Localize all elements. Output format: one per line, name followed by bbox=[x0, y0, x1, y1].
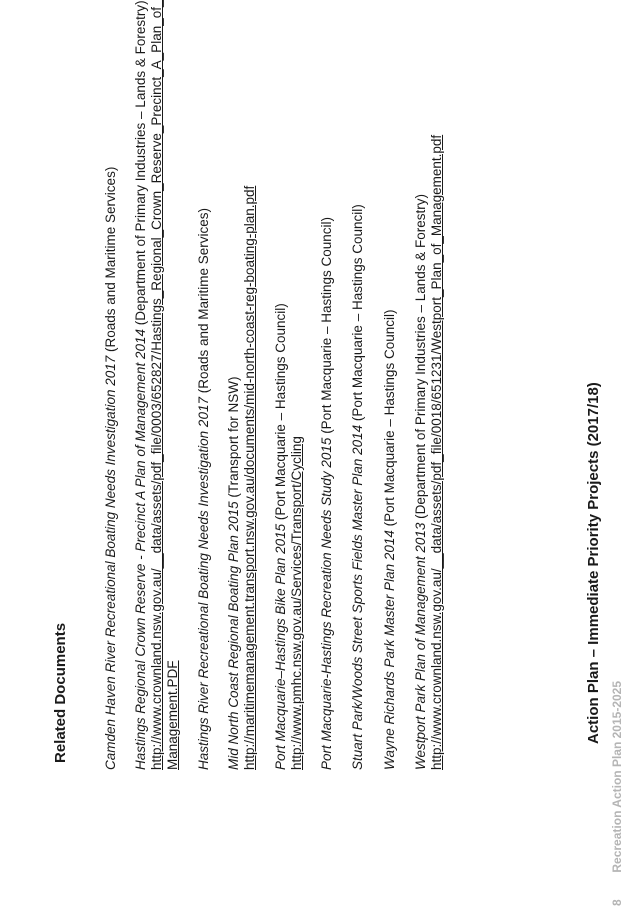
document-title: Port Macquarie-Hastings Recreation Needs Study 2015 bbox=[319, 437, 334, 770]
document-source: (Transport for NSW) bbox=[226, 376, 241, 502]
document-title: Westport Park Plan of Management 2013 bbox=[413, 522, 428, 770]
document-source: (Port Macquarie – Hastings Council) bbox=[273, 303, 288, 524]
document-link[interactable]: http://www.crownland.nsw.gov.au/__data/assets/pdf_file/0003/652827/Hastings_Regional_Crown_Reserve_Precinct_A_Plan_of_ bbox=[149, 0, 164, 770]
document-source: (Roads and Maritime Services) bbox=[103, 166, 118, 356]
document-title: Hastings Regional Crown Reserve - Precinct A Plan of Management 2014 bbox=[133, 329, 148, 770]
document-link-continued[interactable]: Management.PDF bbox=[165, 660, 180, 770]
document-entry-wayne-richards-park bbox=[381, 310, 399, 770]
page-number: 8 bbox=[610, 899, 624, 906]
document-title: Wayne Richards Park Master Plan 2014 bbox=[382, 530, 397, 770]
document-source: (Port Macquarie – Hastings Council) bbox=[382, 309, 397, 531]
document-source: (Department of Primary Industries – Lands & Forestry) bbox=[413, 193, 428, 523]
document-title: Port Macquarie–Hastings Bike Plan 2015 bbox=[273, 523, 288, 770]
document-source: (Roads and Maritime Services) bbox=[196, 207, 211, 398]
document-title: Stuart Park/Woods Street Sports Fields Master Plan 2014 bbox=[350, 424, 365, 770]
document-entry-stuart-park bbox=[349, 204, 367, 770]
document-entry-camden-haven bbox=[102, 167, 120, 770]
related-documents-heading: Related Documents bbox=[52, 622, 69, 763]
document-link[interactable]: http://maritimemanagement.transport.nsw.gov.au/documents/mid-north-coast-reg-boating-plan.pdf bbox=[242, 185, 257, 770]
document-title: Camden Haven River Recreational Boating Needs Investigation 2017 bbox=[103, 355, 118, 770]
page-footer bbox=[610, 681, 624, 906]
footer-title: Recreation Action Plan 2015-2025 bbox=[610, 680, 624, 873]
document-source: (Port Macquarie – Hastings Council) bbox=[319, 216, 334, 438]
action-plan-heading: Action Plan – Immediate Priority Projects (2017/18) bbox=[585, 382, 602, 744]
document-source: (Port Macquarie – Hastings Council) bbox=[350, 204, 365, 425]
document-title: Hastings River Recreational Boating Needs Investigation 2017 bbox=[196, 397, 211, 770]
document-source: (Department of Primary Industries – Lands & Forestry) bbox=[133, 0, 148, 330]
document-title: Mid North Coast Regional Boating Plan 2015 bbox=[226, 501, 241, 770]
document-link[interactable]: http://www.pmhc.nsw.gov.au/Services/Transport/Cycling bbox=[289, 436, 304, 770]
document-entry-recreation-needs-study bbox=[318, 217, 336, 770]
document-link[interactable]: http://www.crownland.nsw.gov.au/__data/assets/pdf_file/0018/651231/Westport_Plan_of_Management.pdf bbox=[429, 134, 444, 770]
document-entry-hastings-river-boating bbox=[195, 208, 213, 770]
